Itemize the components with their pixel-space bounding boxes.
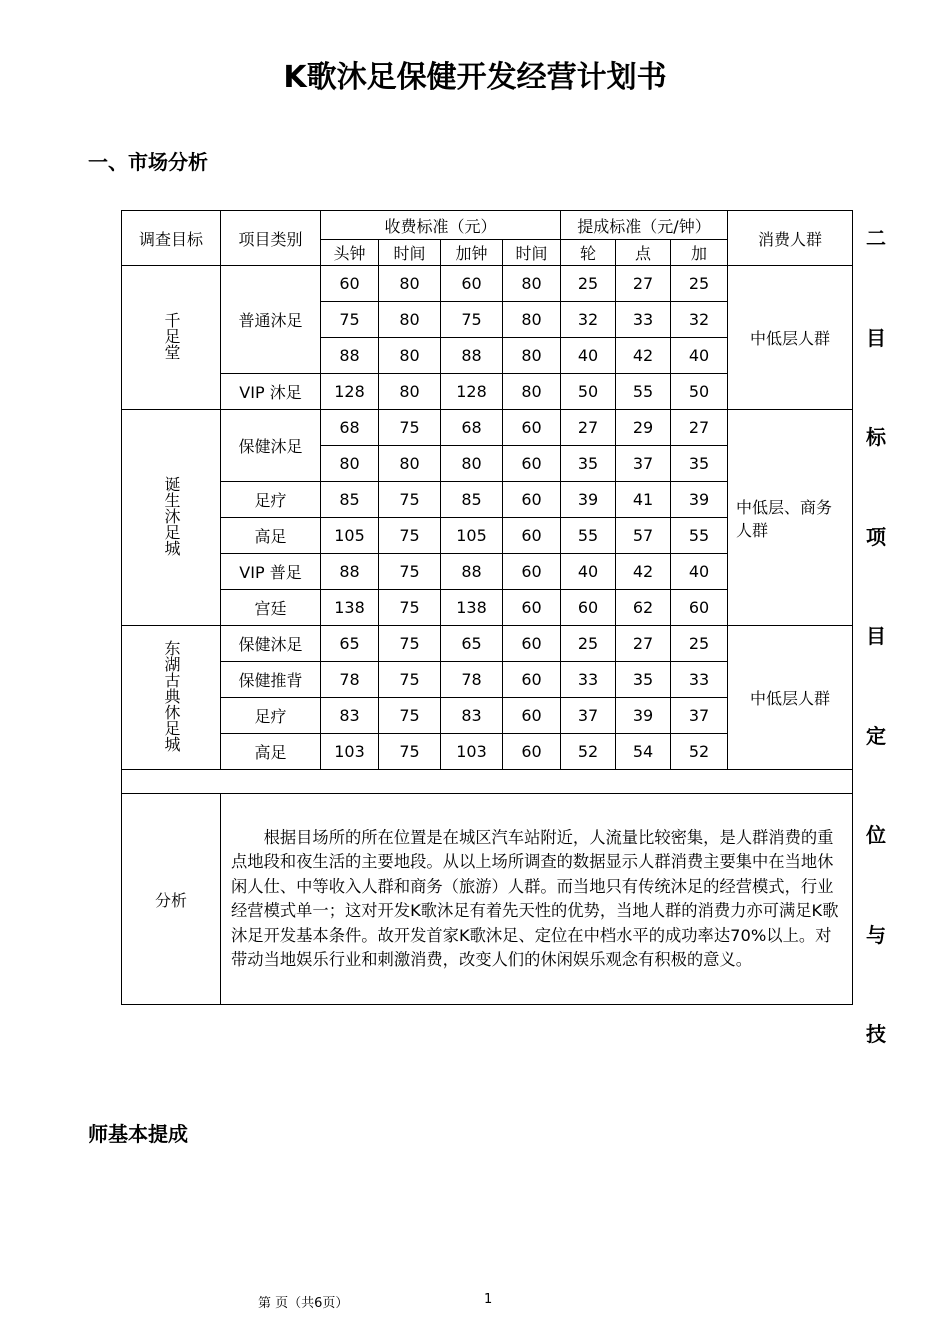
table-cell: 52: [561, 734, 616, 770]
table-cell: 105: [321, 518, 379, 554]
table-cell: 88: [441, 554, 503, 590]
market-survey-table: [121, 210, 853, 1005]
footer-page-number: 1: [484, 1292, 493, 1307]
item-type: 足疗: [221, 698, 321, 734]
table-cell: 103: [441, 734, 503, 770]
footer-page-label: 第 页（共6页）: [258, 1296, 349, 1311]
table-cell: 35: [616, 662, 671, 698]
side-heading-char: 位: [866, 823, 886, 847]
table-cell: 88: [321, 338, 379, 374]
table-cell: 27: [561, 410, 616, 446]
table-cell: 83: [321, 698, 379, 734]
subheader-cell: 时间: [379, 240, 441, 266]
table-cell: 62: [616, 590, 671, 626]
header-commission-standard: 提成标准（元/钟）: [561, 211, 728, 240]
table-cell: 78: [441, 662, 503, 698]
table-cell: 80: [379, 338, 441, 374]
table-cell: 32: [561, 302, 616, 338]
table-cell: 39: [616, 698, 671, 734]
table-cell: 40: [671, 338, 728, 374]
table-cell: 55: [561, 518, 616, 554]
table-cell: 29: [616, 410, 671, 446]
table-cell: 40: [561, 338, 616, 374]
table-cell: 54: [616, 734, 671, 770]
side-heading-char: 项: [866, 524, 886, 549]
document-title: K歌沐足保健开发经营计划书: [283, 60, 667, 95]
side-heading-char: 定: [866, 723, 886, 748]
table-cell: 75: [379, 626, 441, 662]
subheader-cell: 头钟: [321, 240, 379, 266]
table-cell: 57: [616, 518, 671, 554]
table-cell: 55: [671, 518, 728, 554]
table-cell: 75: [379, 518, 441, 554]
side-heading-char: 二: [866, 226, 886, 250]
table-cell: 75: [379, 554, 441, 590]
item-type: 保健推背: [221, 662, 321, 698]
table-cell: 41: [616, 482, 671, 518]
item-type: 普通沐足: [221, 266, 321, 374]
table-cell: 138: [441, 590, 503, 626]
table-cell: 75: [379, 590, 441, 626]
table-cell: 60: [503, 554, 561, 590]
table-cell: 50: [561, 374, 616, 410]
subheader-cell: 点: [616, 240, 671, 266]
table-cell: 60: [503, 698, 561, 734]
table-cell: 65: [321, 626, 379, 662]
subheader-cell: 时间: [503, 240, 561, 266]
table-cell: 78: [321, 662, 379, 698]
table-row: [122, 266, 853, 302]
table-cell: 60: [503, 518, 561, 554]
table-cell: 80: [503, 302, 561, 338]
item-type: 宫廷: [221, 590, 321, 626]
table-cell: 128: [321, 374, 379, 410]
table-cell: 80: [503, 338, 561, 374]
table-cell: 60: [321, 266, 379, 302]
side-heading-char: 技: [866, 1022, 886, 1046]
table-cell: 55: [616, 374, 671, 410]
table-cell: 88: [321, 554, 379, 590]
table-cell: 85: [441, 482, 503, 518]
table-cell: 40: [671, 554, 728, 590]
table-cell: 75: [379, 734, 441, 770]
table-cell: 80: [379, 374, 441, 410]
item-type: 保健沐足: [221, 410, 321, 482]
empty-row: [122, 770, 853, 794]
section-heading-tail: 师基本提成: [88, 1122, 188, 1146]
header-consumers: 消费人群: [728, 211, 853, 266]
subheader-cell: 轮: [561, 240, 616, 266]
table-cell: 75: [441, 302, 503, 338]
consumer-group: 中低层人群: [728, 266, 853, 410]
table-cell: 80: [503, 374, 561, 410]
table-cell: 68: [321, 410, 379, 446]
table-cell: 80: [379, 266, 441, 302]
table-cell: 33: [616, 302, 671, 338]
table-cell: 32: [671, 302, 728, 338]
table-cell: 35: [671, 446, 728, 482]
table-cell: 65: [441, 626, 503, 662]
table-cell: 60: [503, 446, 561, 482]
analysis-text: 根据目场所的所在位置是在城区汽车站附近，人流量比较密集，是人群消费的重点地段和夜生活的主要地段。从以上场所调查的数据显示人群消费主要集中在当地休闲人仕、中等收入人群和商务（旅游）人群。而当地只有传统沐足的经营模式，行业经营模式单一；这对开发K歌沐足有着先天性的优势，当地人群的消费力亦可满足K歌沐足开发基本条件。故开发首家K歌沐足、定位在中档水平的成功率达70%以上。对带动当地娱乐行业和刺激消费，改变人们的休闲娱乐观念有积极的意义。: [221, 794, 853, 1005]
section-heading-market-analysis: 一、市场分析: [88, 150, 208, 174]
item-type: 高足: [221, 518, 321, 554]
table-row: [122, 626, 853, 662]
table-cell: 88: [441, 338, 503, 374]
table-cell: 39: [671, 482, 728, 518]
table-cell: 80: [379, 302, 441, 338]
table-cell: 50: [671, 374, 728, 410]
table-cell: 60: [671, 590, 728, 626]
item-type: VIP 普足: [221, 554, 321, 590]
header-item-type: 项目类别: [221, 211, 321, 266]
item-type: 保健沐足: [221, 626, 321, 662]
table-cell: 37: [671, 698, 728, 734]
table-cell: 27: [616, 266, 671, 302]
table-cell: 75: [321, 302, 379, 338]
table-cell: 68: [441, 410, 503, 446]
analysis-label: 分析: [122, 794, 221, 1005]
item-type: 高足: [221, 734, 321, 770]
table-cell: 40: [561, 554, 616, 590]
table-cell: 80: [321, 446, 379, 482]
item-type: VIP 沐足: [221, 374, 321, 410]
header-fee-standard: 收费标准（元）: [321, 211, 561, 240]
table-cell: 80: [379, 446, 441, 482]
table-cell: 138: [321, 590, 379, 626]
table-cell: 75: [379, 482, 441, 518]
table-row: [122, 410, 853, 446]
table-cell: 27: [616, 626, 671, 662]
table-cell: 83: [441, 698, 503, 734]
table-cell: 52: [671, 734, 728, 770]
consumer-group: 中低层人群: [728, 626, 853, 770]
side-heading-char: 与: [866, 922, 886, 947]
side-heading-char: 标: [866, 425, 886, 449]
subheader-cell: 加: [671, 240, 728, 266]
table-cell: 60: [503, 410, 561, 446]
item-type: 足疗: [221, 482, 321, 518]
header-survey-target: 调查目标: [122, 211, 221, 266]
table-cell: 27: [671, 410, 728, 446]
subheader-cell: 加钟: [441, 240, 503, 266]
table-cell: 60: [503, 482, 561, 518]
table-cell: 35: [561, 446, 616, 482]
table-cell: 25: [671, 626, 728, 662]
table-cell: 105: [441, 518, 503, 554]
consumer-group: 中低层、商务人群: [728, 410, 853, 626]
table-cell: 60: [503, 734, 561, 770]
table-cell: 75: [379, 662, 441, 698]
table-cell: 60: [561, 590, 616, 626]
table-cell: 25: [561, 266, 616, 302]
table-cell: 37: [561, 698, 616, 734]
table-cell: 60: [441, 266, 503, 302]
table-cell: 60: [503, 662, 561, 698]
side-heading-char: 目: [866, 325, 886, 350]
table-cell: 80: [441, 446, 503, 482]
table-cell: 42: [616, 554, 671, 590]
venue-name: 诞生沐足城: [122, 410, 221, 626]
table-cell: 39: [561, 482, 616, 518]
table-cell: 75: [379, 410, 441, 446]
side-heading-char: 目: [866, 624, 886, 648]
table-cell: 37: [616, 446, 671, 482]
table-cell: 75: [379, 698, 441, 734]
table-cell: 80: [503, 266, 561, 302]
venue-name: 千足堂: [122, 266, 221, 410]
table-cell: 60: [503, 626, 561, 662]
table-cell: 103: [321, 734, 379, 770]
table-cell: 25: [671, 266, 728, 302]
table-cell: 128: [441, 374, 503, 410]
table-cell: 25: [561, 626, 616, 662]
table-cell: 33: [671, 662, 728, 698]
table-cell: 85: [321, 482, 379, 518]
venue-name: 东湖古典休足城: [122, 626, 221, 770]
table-cell: 60: [503, 590, 561, 626]
table-cell: 33: [561, 662, 616, 698]
table-cell: 42: [616, 338, 671, 374]
